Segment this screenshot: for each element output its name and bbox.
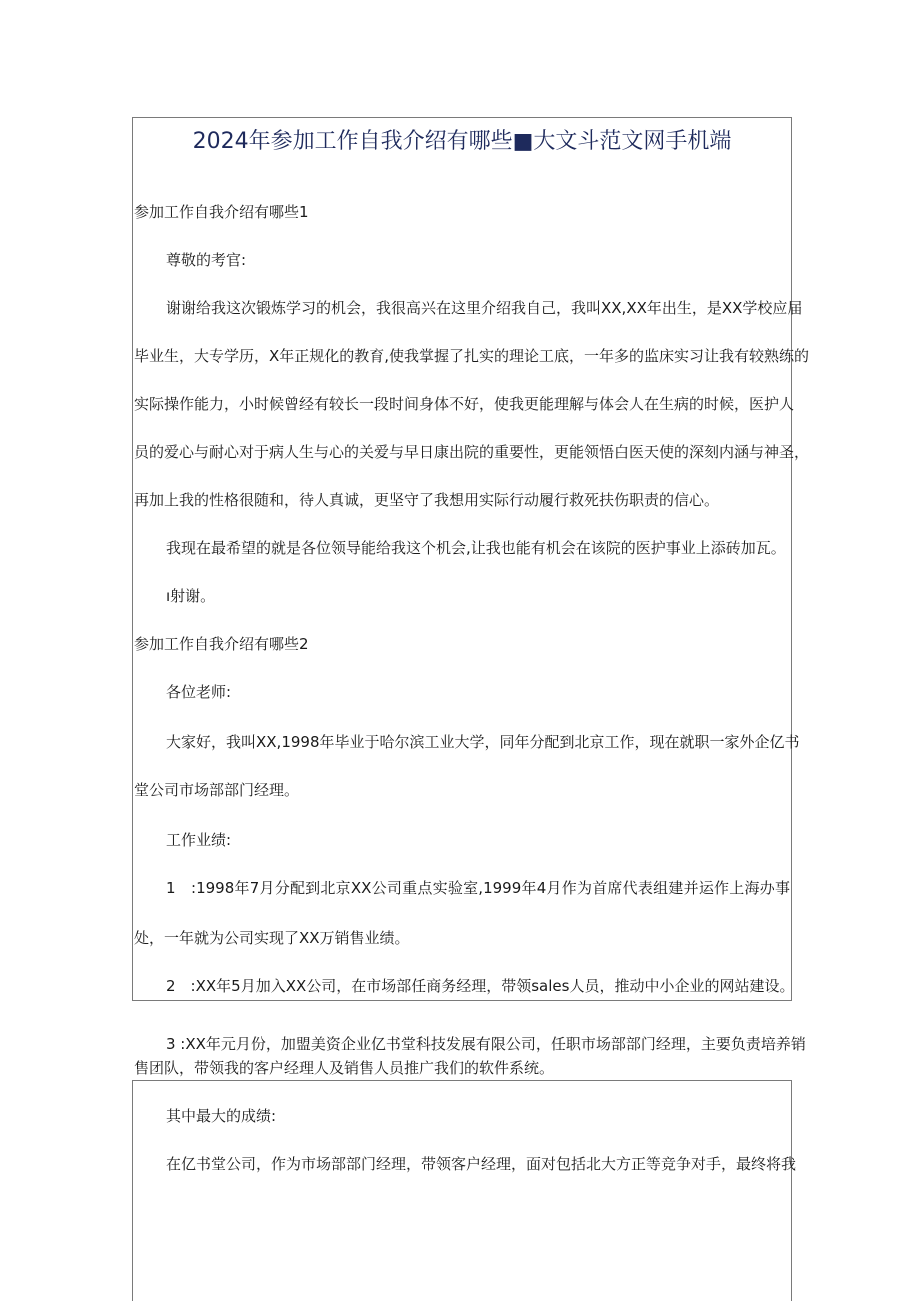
paragraph-1-line-1: 谢谢给我这次锻炼学习的机会，我很高兴在这里介绍我自己，我叫XX,XX年出生，是XX学校应届 [166,299,803,317]
intro-line-2: 堂公司市场部部门经理。 [134,781,300,799]
greatest-achievement-line: 在亿书堂公司，作为市场部部门经理，带领客户经理，面对包括北大方正等竞争对手，最终将我 [166,1155,797,1173]
paragraph-1-line-3: 实际操作能力，小时候曾经有较长一段时间身体不好，使我更能理解与体会人在生病的时候，医护人 [134,395,795,413]
achievement-item-1-line-2: 处，一年就为公司实现了XX万销售业绩。 [134,929,410,947]
paragraph-1-line-5: 再加上我的性格很随和，待人真诚，更坚守了我想用实际行动履行救死扶伤职责的信心。 [134,491,720,509]
achievement-item-3-line-2: 售团队，带领我的客户经理人及销售人员推广我们的软件系统。 [134,1059,555,1077]
section-heading-2: 参加工作自我介绍有哪些2 [134,635,309,653]
closing-thanks: ı射谢。 [166,587,216,605]
achievements-label: 工作业绩: [166,831,232,849]
section-heading-1: 参加工作自我介绍有哪些1 [134,203,309,221]
achievement-item-1-line-1: 1 :1998年7月分配到北京XX公司重点实验室,1999年4月作为首席代表组建并运作上海办事 [166,879,790,897]
paragraph-2: 我现在最希望的就是各位领导能给我这个机会,让我也能有机会在该院的医护事业上添砖加瓦。 [166,539,786,557]
salutation-2: 各位老师: [166,683,232,701]
page-title: 2024年参加工作自我介绍有哪些■大文斗范文网手机端 [192,129,732,154]
greatest-achievement-label: 其中最大的成绩: [166,1107,277,1125]
salutation-1: 尊敬的考官: [166,251,247,269]
intro-line-1: 大家好，我叫XX,1998年毕业于哈尔滨工业大学，同年分配到北京工作，现在就职一家外企亿书 [166,733,800,751]
achievement-item-3-line-1: 3 :XX年元月份，加盟美资企业亿书堂科技发展有限公司，任职市场部部门经理，主要负责培养销 [166,1035,806,1053]
achievement-item-2: 2 :XX年5月加入XX公司，在市场部任商务经理，带领sales人员，推动中小企业的网站建设。 [166,977,795,995]
paragraph-1-line-2: 毕业生，大专学历，X年正规化的教育,使我掌握了扎实的理论工底，一年多的监床实习让我有较熟练的 [134,347,810,365]
paragraph-1-line-4: 员的爱心与耐心对于病人生与心的关爱与早日康出院的重要性，更能领悟白医天使的深刻内涵与神圣， [134,443,810,461]
